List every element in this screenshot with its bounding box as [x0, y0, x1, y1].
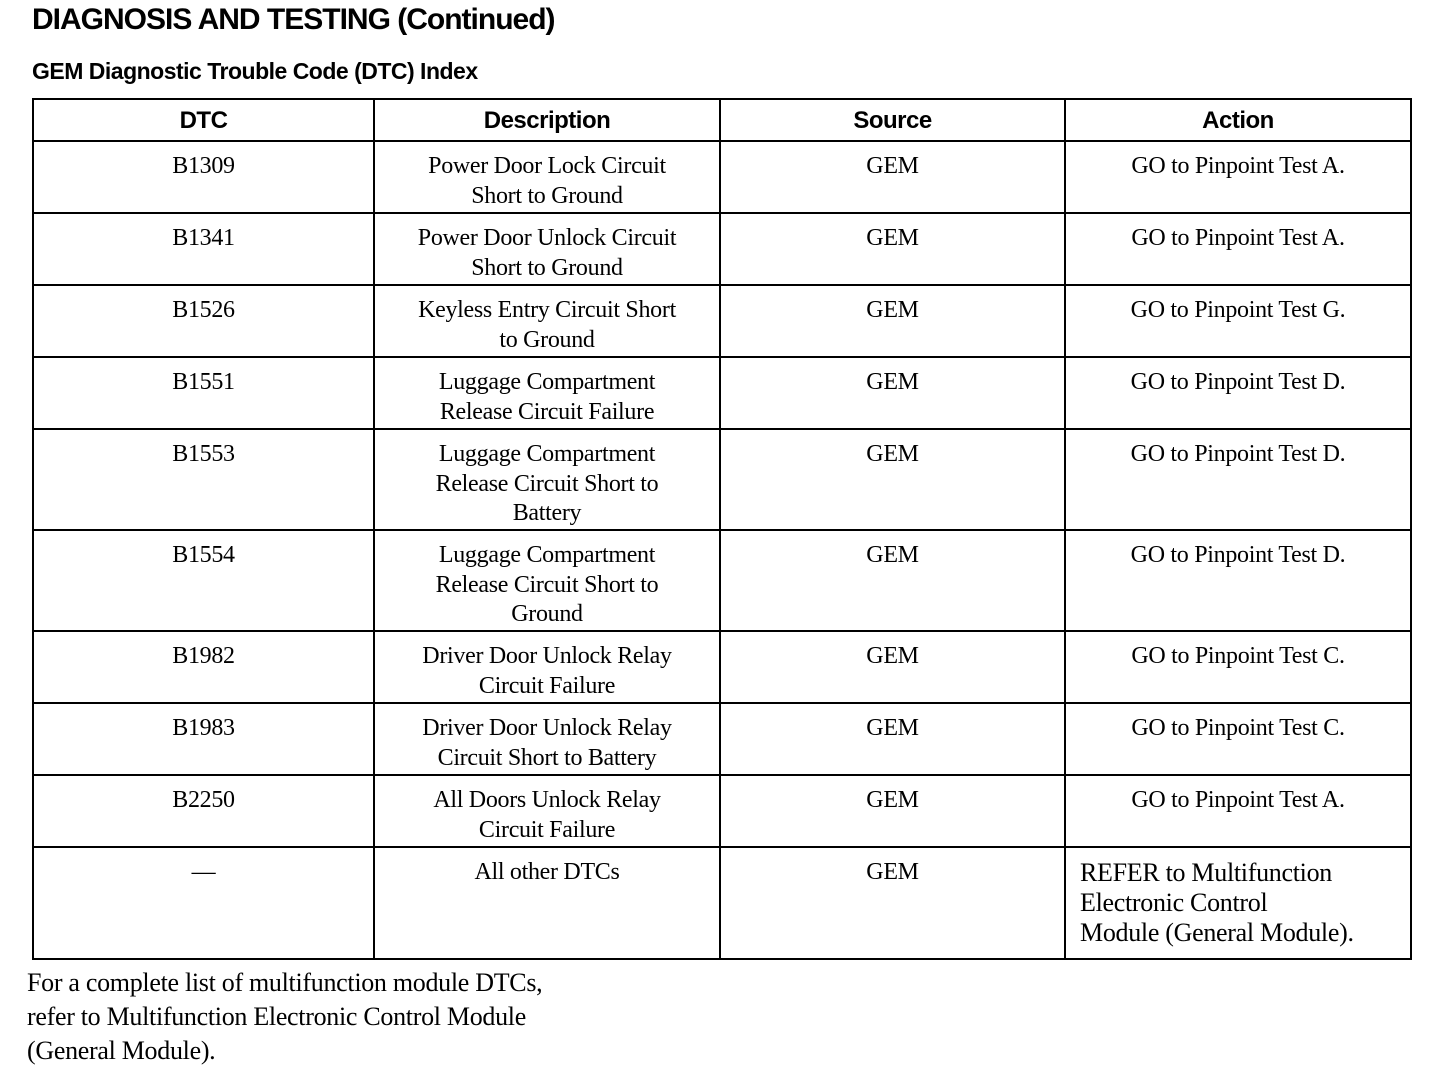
dtc-action: GO to Pinpoint Test D. — [1065, 429, 1411, 530]
table-row — [33, 631, 1411, 703]
description-line: Power Door Unlock Circuit — [417, 225, 677, 251]
table-row — [33, 285, 1411, 357]
dtc-action: GO to Pinpoint Test C. — [1065, 631, 1411, 703]
footnote-line: For a complete list of multifunction module DTCs, — [27, 968, 543, 997]
dtc-description — [374, 141, 720, 213]
dtc-action: GO to Pinpoint Test C. — [1065, 703, 1411, 775]
action-line: Electronic Control — [1080, 888, 1268, 917]
description-line: Release Circuit Failure — [439, 398, 655, 425]
dtc-code: B2250 — [33, 775, 374, 847]
table-row — [33, 703, 1411, 775]
dtc-source: GEM — [720, 285, 1065, 357]
dtc-description — [374, 213, 720, 285]
description-line: Release Circuit Short to — [435, 470, 659, 497]
table-row — [33, 213, 1411, 285]
header-source: Source — [720, 99, 1065, 141]
description-line: Circuit Failure — [478, 672, 616, 699]
table-row — [33, 775, 1411, 847]
dtc-action: GO to Pinpoint Test D. — [1065, 357, 1411, 429]
description-line: Ground — [511, 601, 583, 627]
description-line: Luggage Compartment — [438, 542, 656, 568]
dtc-code: B1309 — [33, 141, 374, 213]
description-line: to Ground — [499, 326, 595, 353]
description-line: Circuit Failure — [478, 816, 616, 843]
description-line: Driver Door Unlock Relay — [422, 715, 672, 741]
dtc-code: B1553 — [33, 429, 374, 530]
description-line: Short to Ground — [471, 182, 623, 209]
dtc-code: B1341 — [33, 213, 374, 285]
description-line: Keyless Entry Circuit Short — [418, 297, 676, 323]
dtc-index-table — [32, 98, 1412, 960]
dtc-source: GEM — [720, 357, 1065, 429]
dtc-description — [374, 530, 720, 631]
dtc-description — [374, 357, 720, 429]
dtc-description — [374, 285, 720, 357]
description-line: Short to Ground — [471, 254, 623, 281]
description-line: Luggage Compartment — [438, 441, 656, 467]
action-line: Module (General Module). — [1080, 918, 1354, 947]
footnote-line: refer to Multifunction Electronic Control Module — [27, 1002, 526, 1031]
description-line: Release Circuit Short to — [435, 571, 659, 598]
dtc-action: GO to Pinpoint Test A. — [1065, 141, 1411, 213]
dtc-description — [374, 703, 720, 775]
dtc-action: GO to Pinpoint Test D. — [1065, 530, 1411, 631]
description-line: All other DTCs — [474, 859, 620, 885]
header-action: Action — [1065, 99, 1411, 141]
description-line: All Doors Unlock Relay — [433, 787, 661, 813]
dtc-code: B1983 — [33, 703, 374, 775]
table-title: GEM Diagnostic Trouble Code (DTC) Index — [32, 58, 478, 84]
table-header-row — [33, 99, 1411, 141]
dtc-action: GO to Pinpoint Test G. — [1065, 285, 1411, 357]
dtc-code: B1526 — [33, 285, 374, 357]
dtc-code: B1554 — [33, 530, 374, 631]
action-line: REFER to Multifunction — [1080, 858, 1332, 887]
header-dtc: DTC — [33, 99, 374, 141]
description-line: Luggage Compartment — [438, 369, 656, 395]
dtc-code: B1551 — [33, 357, 374, 429]
footnote — [27, 966, 727, 1068]
description-line: Battery — [512, 500, 582, 526]
dtc-description — [374, 775, 720, 847]
dtc-action: GO to Pinpoint Test A. — [1065, 775, 1411, 847]
table-row — [33, 530, 1411, 631]
dtc-code: — — [33, 847, 374, 959]
dtc-source: GEM — [720, 213, 1065, 285]
table-row — [33, 141, 1411, 213]
dtc-source: GEM — [720, 847, 1065, 959]
dtc-code: B1982 — [33, 631, 374, 703]
description-line: Circuit Short to Battery — [437, 744, 657, 771]
dtc-action: GO to Pinpoint Test A. — [1065, 213, 1411, 285]
description-line: Power Door Lock Circuit — [428, 153, 666, 179]
dtc-source: GEM — [720, 703, 1065, 775]
dtc-description — [374, 429, 720, 530]
dtc-description — [374, 631, 720, 703]
dtc-source: GEM — [720, 141, 1065, 213]
footnote-line: (General Module). — [27, 1036, 216, 1065]
dtc-source: GEM — [720, 429, 1065, 530]
table-row — [33, 357, 1411, 429]
description-line: Driver Door Unlock Relay — [422, 643, 672, 669]
dtc-description — [374, 847, 720, 959]
dtc-source: GEM — [720, 530, 1065, 631]
page-heading: DIAGNOSIS AND TESTING (Continued) — [32, 3, 555, 36]
dtc-source: GEM — [720, 775, 1065, 847]
table-row — [33, 847, 1411, 959]
dtc-action — [1065, 847, 1411, 959]
table-row — [33, 429, 1411, 530]
header-description: Description — [374, 99, 720, 141]
dtc-source: GEM — [720, 631, 1065, 703]
